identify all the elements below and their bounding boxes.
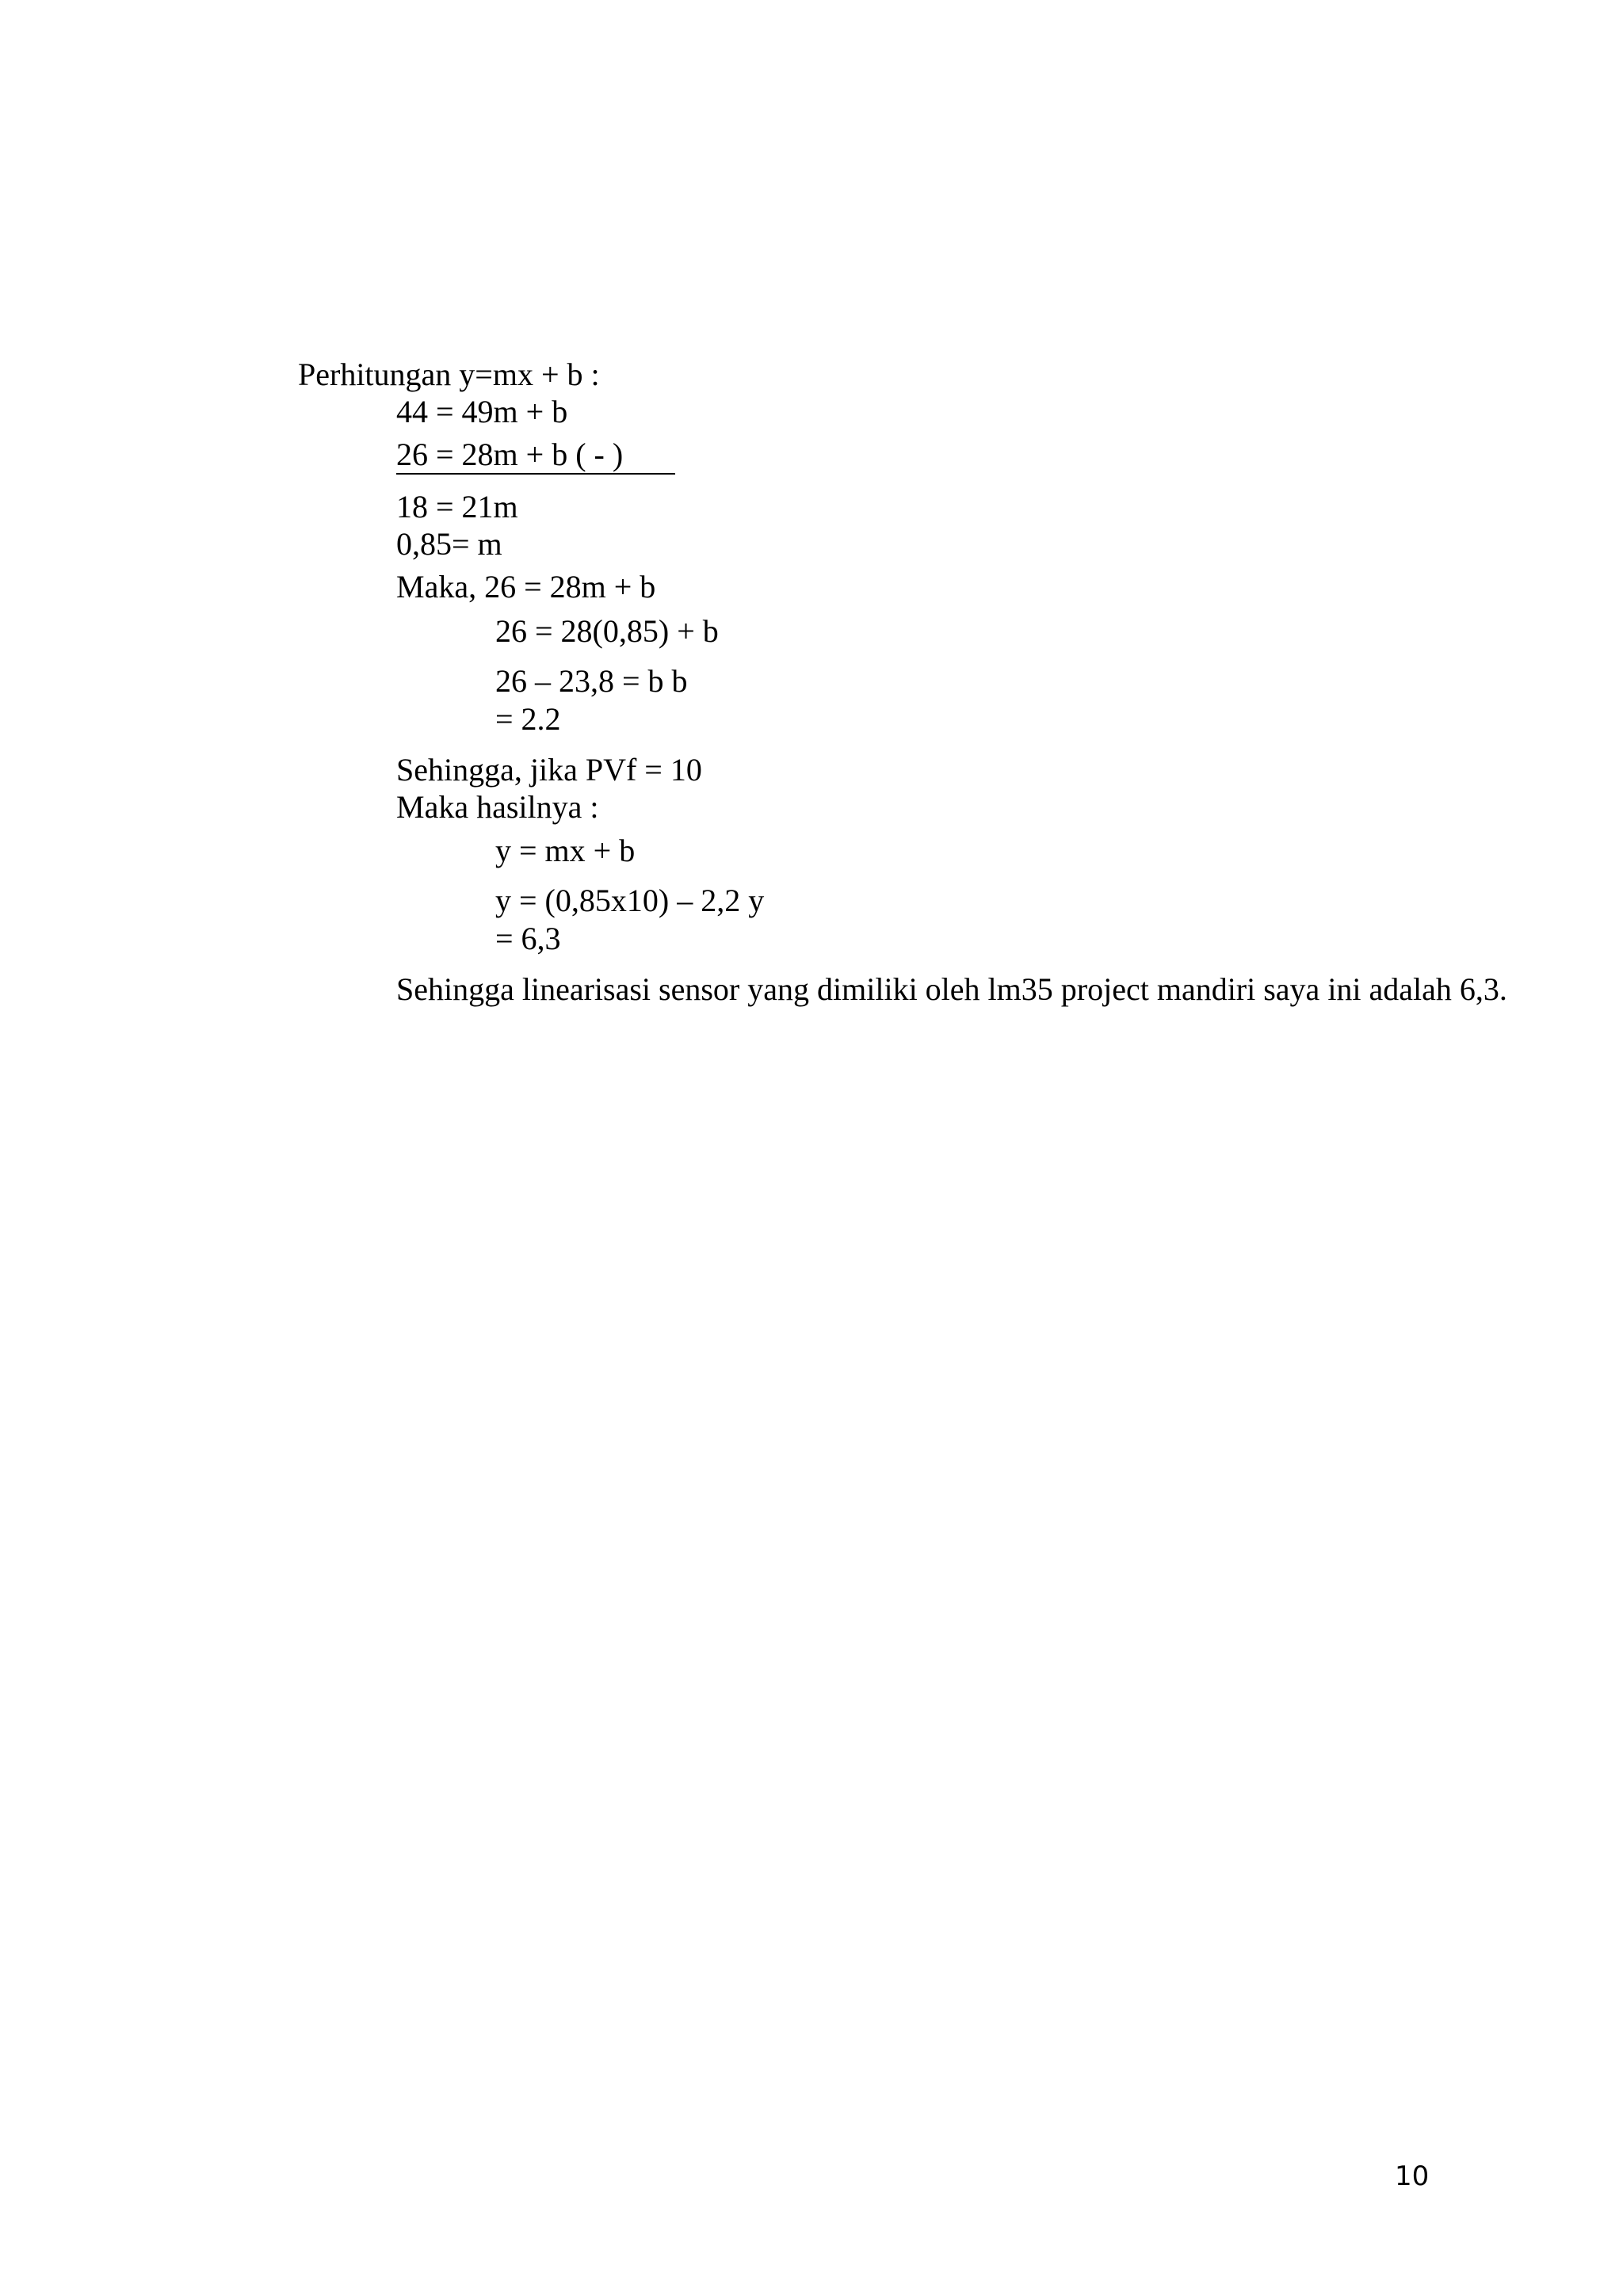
- equation-line-subtract: 26 = 28m + b ( - ): [396, 437, 624, 472]
- equation-line: = 2.2: [495, 701, 561, 737]
- equation-line: = 6,3: [495, 921, 561, 956]
- equation-line: 26 – 23,8 = b b: [495, 663, 688, 699]
- subtraction-underline: [396, 473, 675, 475]
- equation-line: 0,85= m: [396, 526, 502, 562]
- equation-line: Sehingga, jika PVf = 10: [396, 752, 702, 788]
- conclusion-paragraph: Sehingga linearisasi sensor yang dimiliki oleh lm35 project mandiri saya ini adalah 6,3.: [396, 971, 1507, 1007]
- equation-line: y = mx + b: [495, 833, 636, 868]
- equation-line: Maka hasilnya :: [396, 789, 599, 825]
- equation-line: Maka, 26 = 28m + b: [396, 569, 656, 605]
- equation-line: 44 = 49m + b: [396, 394, 568, 429]
- page-number: 10: [1395, 2161, 1430, 2192]
- calculation-heading: Perhitungan y=mx + b :: [298, 357, 600, 392]
- equation-line: y = (0,85x10) – 2,2 y: [495, 883, 765, 918]
- equation-line: 18 = 21m: [396, 489, 518, 524]
- equation-line: 26 = 28(0,85) + b: [495, 613, 719, 649]
